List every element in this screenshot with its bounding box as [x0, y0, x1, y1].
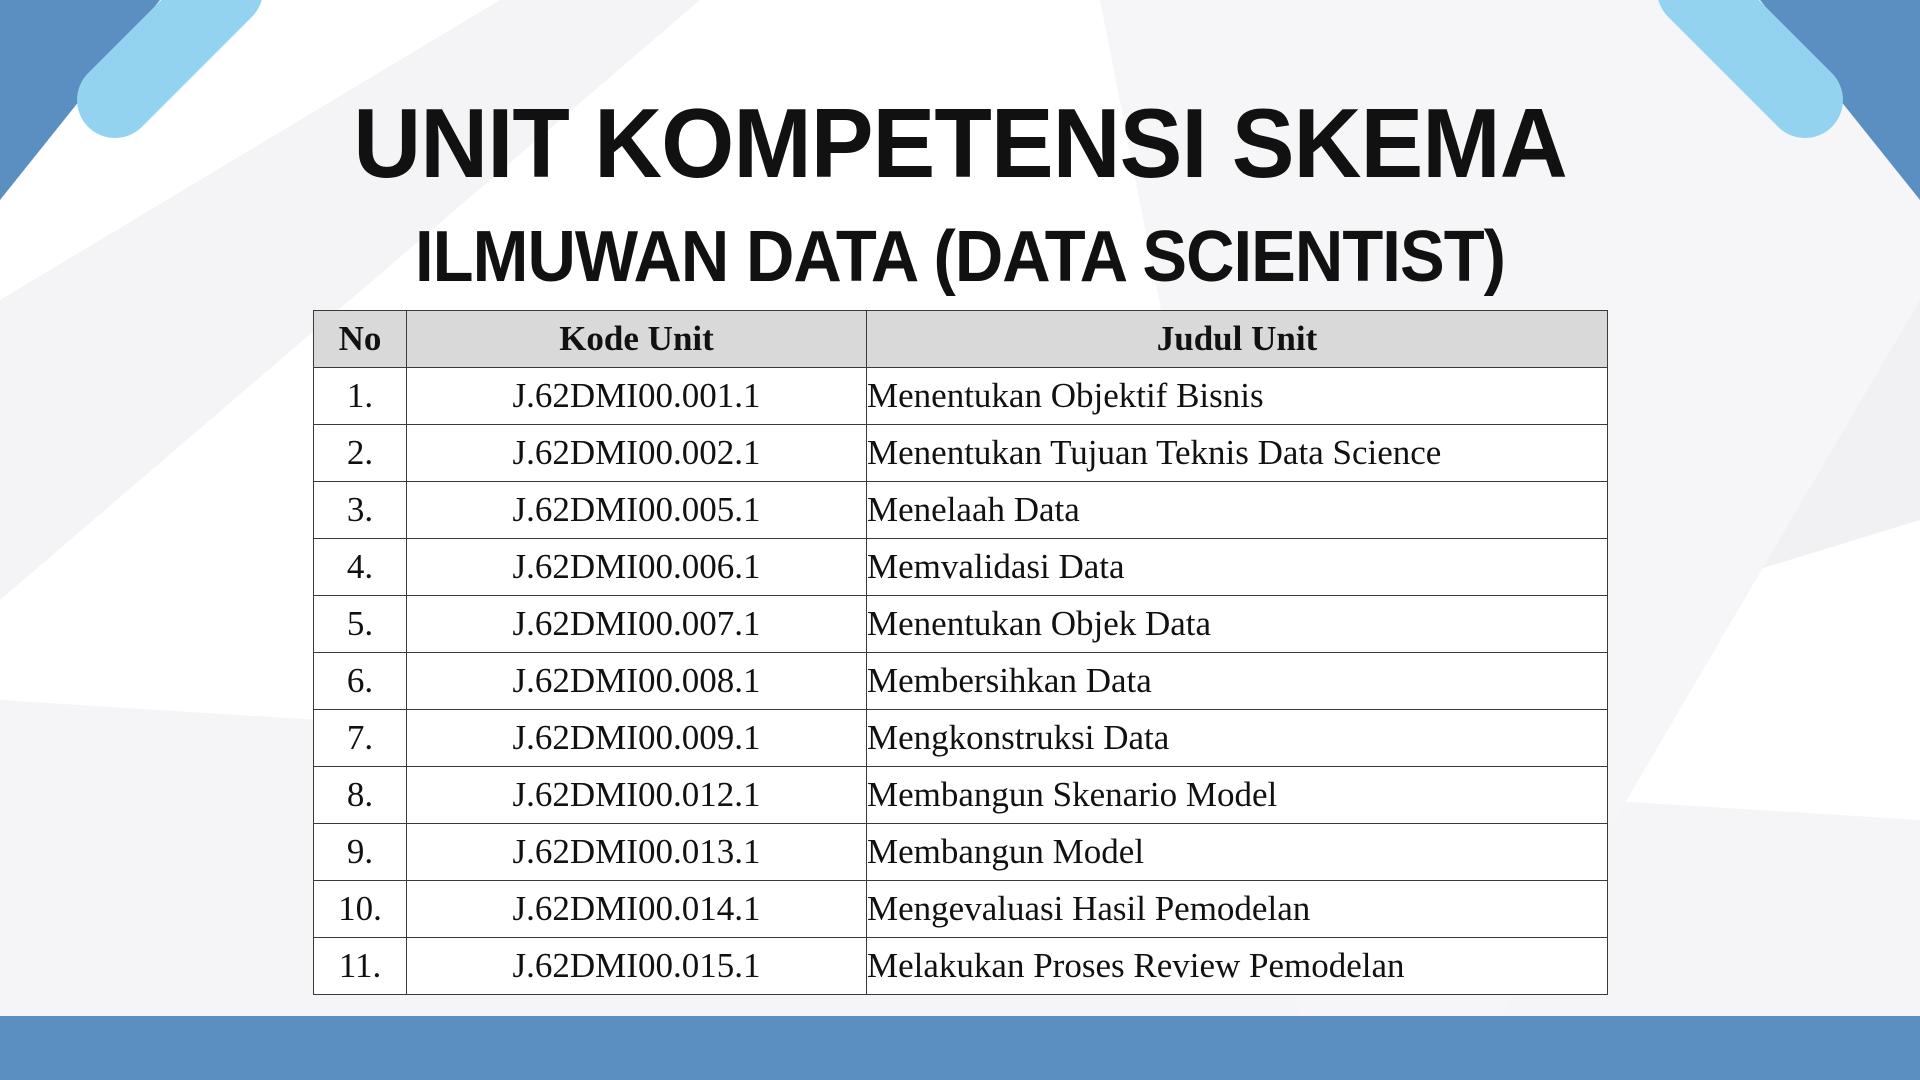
- table-row: [314, 881, 1608, 938]
- cell-no: 3.: [314, 482, 407, 539]
- cell-judul-unit: Memvalidasi Data: [867, 539, 1608, 596]
- cell-no: 4.: [314, 539, 407, 596]
- cell-no: 10.: [314, 881, 407, 938]
- table-row: [314, 653, 1608, 710]
- table-header-row: [314, 311, 1608, 368]
- cell-judul-unit: Melakukan Proses Review Pemodelan: [867, 938, 1608, 995]
- table-row: [314, 767, 1608, 824]
- cell-no: 11.: [314, 938, 407, 995]
- cell-no: 8.: [314, 767, 407, 824]
- column-header-kode-unit: Kode Unit: [407, 311, 867, 368]
- cell-judul-unit: Menentukan Objek Data: [867, 596, 1608, 653]
- cell-no: 6.: [314, 653, 407, 710]
- cell-judul-unit: Membangun Skenario Model: [867, 767, 1608, 824]
- cell-no: 2.: [314, 425, 407, 482]
- cell-kode-unit: J.62DMI00.014.1: [407, 881, 867, 938]
- cell-kode-unit: J.62DMI00.012.1: [407, 767, 867, 824]
- cell-judul-unit: Mengkonstruksi Data: [867, 710, 1608, 767]
- cell-kode-unit: J.62DMI00.002.1: [407, 425, 867, 482]
- cell-no: 9.: [314, 824, 407, 881]
- cell-kode-unit: J.62DMI00.015.1: [407, 938, 867, 995]
- cell-judul-unit: Membersihkan Data: [867, 653, 1608, 710]
- cell-judul-unit: Menelaah Data: [867, 482, 1608, 539]
- competency-table-container: [313, 310, 1607, 995]
- table-row: [314, 425, 1608, 482]
- table-row: [314, 596, 1608, 653]
- cell-judul-unit: Membangun Model: [867, 824, 1608, 881]
- cell-kode-unit: J.62DMI00.006.1: [407, 539, 867, 596]
- page-subtitle: ILMUWAN DATA (DATA SCIENTIST): [414, 217, 1506, 297]
- table-row: [314, 539, 1608, 596]
- cell-kode-unit: J.62DMI00.005.1: [407, 482, 867, 539]
- cell-kode-unit: J.62DMI00.009.1: [407, 710, 867, 767]
- cell-kode-unit: J.62DMI00.007.1: [407, 596, 867, 653]
- table-row: [314, 368, 1608, 425]
- column-header-judul-unit: Judul Unit: [867, 311, 1608, 368]
- cell-no: 7.: [314, 710, 407, 767]
- table-row: [314, 710, 1608, 767]
- cell-judul-unit: Menentukan Tujuan Teknis Data Science: [867, 425, 1608, 482]
- cell-no: 5.: [314, 596, 407, 653]
- table-row: [314, 482, 1608, 539]
- page-title: UNIT KOMPETENSI SKEMA: [353, 88, 1567, 198]
- cell-kode-unit: J.62DMI00.008.1: [407, 653, 867, 710]
- cell-kode-unit: J.62DMI00.013.1: [407, 824, 867, 881]
- table-row: [314, 938, 1608, 995]
- cell-no: 1.: [314, 368, 407, 425]
- cell-judul-unit: Menentukan Objektif Bisnis: [867, 368, 1608, 425]
- table-row: [314, 824, 1608, 881]
- cell-kode-unit: J.62DMI00.001.1: [407, 368, 867, 425]
- footer-bar: [0, 1016, 1920, 1080]
- competency-table: [313, 310, 1608, 995]
- column-header-no: No: [314, 311, 407, 368]
- cell-judul-unit: Mengevaluasi Hasil Pemodelan: [867, 881, 1608, 938]
